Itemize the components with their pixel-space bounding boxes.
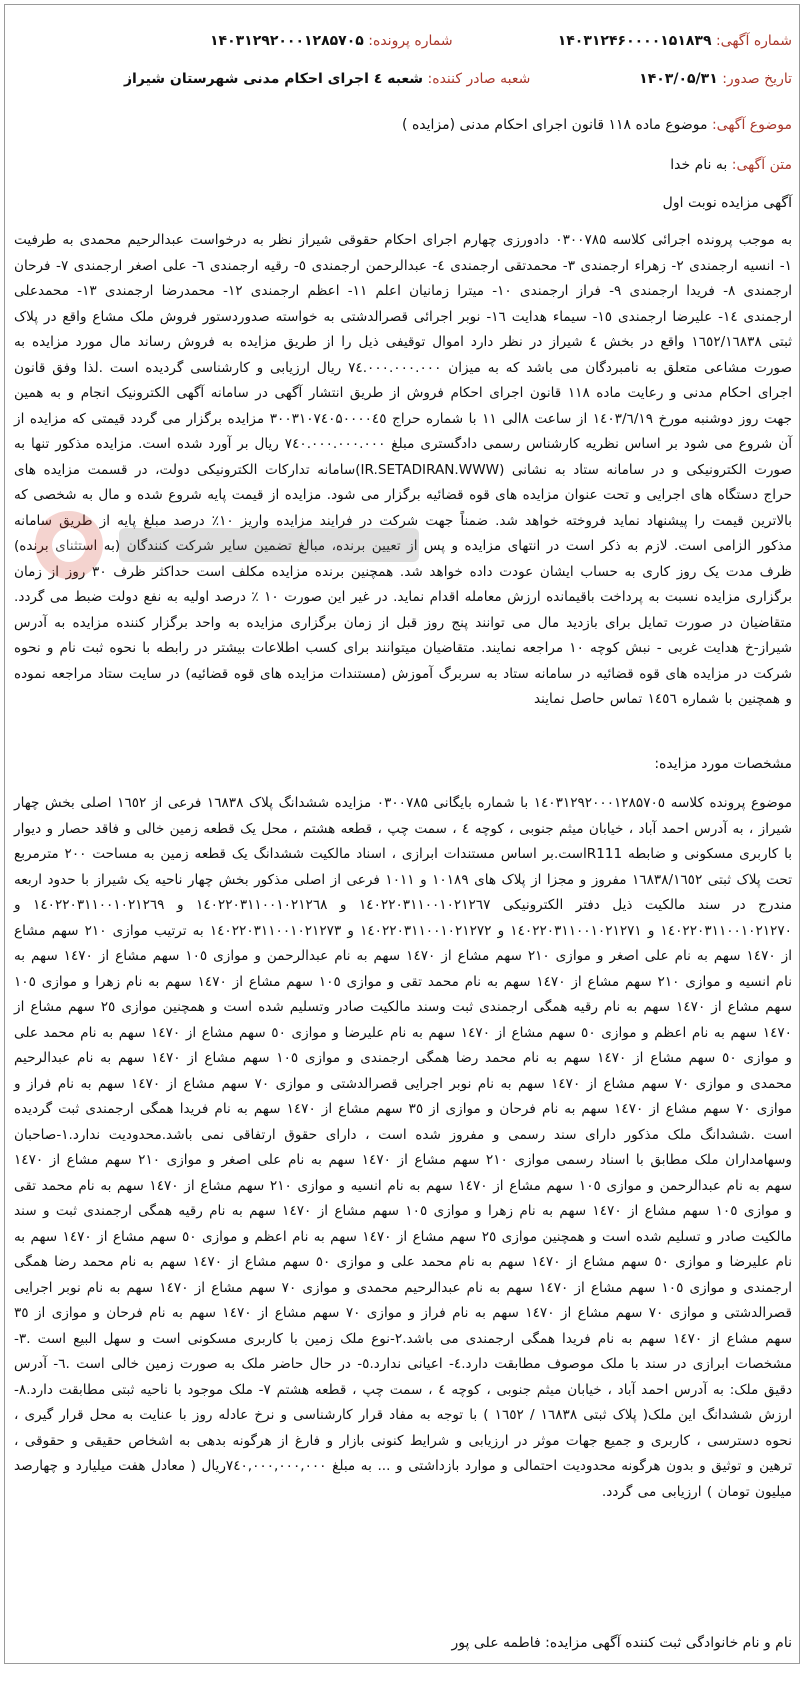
subject-label: موضوع آگهی:: [711, 117, 792, 133]
file-number-label: شماره پرونده:: [368, 33, 453, 49]
issuer: [124, 69, 530, 89]
issuer-value: شعبه ٤ اجرای احکام مدنی شهرستان شیراز: [124, 71, 424, 87]
issuer-label: شعبه صادر کننده:: [427, 71, 531, 87]
specs-label: مشخصات مورد مزایده:: [654, 756, 792, 772]
file-number-value: ۱۴۰۳۱۲۹۲۰۰۰۱۲۸۵۷۰۵: [210, 33, 364, 49]
issue-date: [639, 69, 792, 89]
subject-value: موضوع ماده ۱۱۸ قانون اجرای احکام مدنی (مزایده ): [402, 117, 708, 133]
registrar: [14, 1632, 792, 1654]
issue-date-value: ۱۴۰۳/۰۵/۳۱: [639, 71, 718, 87]
file-number: [210, 31, 453, 51]
specs-body: موضوع پرونده کلاسه ۱٤۰۳۱۲۹۲۰۰۰۱۲۸۵۷۰٥ با شماره بایگانی ۰۳۰۰۷۸۵ مزایده ششدانگ پلاک ۱٦۸۳۸ فرعی از ۱٦٥۲ اصلی بخش چهار شیراز ، به آدرس احمد آباد ، خیابان میثم جنوبی ، کوچه ٤ ، سمت چپ ، قطعه هشتم ، محل یک قطعه زمین خالی و فاقد حصار و دیوار با کاربری مسکونی و ضابطه R111است.بر اساس مستندات ابرازی ، اسناد مالکیت ششدانگ یک قطعه زمین به مساحت ۲۰۰ مترمربع تحت پلاک ثبتی ۱٦۸۳۸/۱٦٥۲ مفروز و مجزا از پلاک های ۱۰۱۸۹ و ۱۰۱۱ فرعی از اصلی مذکور بخش چهار ناحیه یک شیراز با حدود اربعه مندرج در سند مالکیت ذیل دفتر الکترونیکی ۱٤۰۲۲۰۳۱۱۰۰۱۰۲۱۲٦۷ و ۱٤۰۲۲۰۳۱۱۰۰۱۰۲۱۲٦۸ و ۱٤۰۲۲۰۳۱۱۰۰۱۰۲۱۲٦۹ و ۱٤۰۲۲۰۳۱۱۰۰۱۰۲۱۲۷۰ و ۱٤۰۲۲۰۳۱۱۰۰۱۰۲۱۲۷۱ و ۱٤۰۲۲۰۳۱۱۰۰۱۰۲۱۲۷۲ و ۱٤۰۲۲۰۳۱۱۰۰۱۰۲۱۲۷۳ به ترتیب موازی ۲۱۰ سهم مشاع از ۱٤۷۰ سهم به نام علی اصغر و موازی ۲۱۰ سهم مشاع از ۱٤۷۰ سهم به نام عبدالرحمن و موازی ۱۰٥ سهم مشاع از ۱٤۷۰ سهم به نام انسیه و موازی ۲۱۰ سهم مشاع از ۱٤۷۰ سهم به نام محمد تقی و موازی ۱۰٥ سهم مشاع از ۱٤۷۰ سهم به نام زهرا و موازی ۱۰٥ سهم مشاع از ۱٤۷۰ سهم به نام رقیه همگی ارجمندی ثبت وسند مالکیت صادر وتسلیم شده است و همچنین موازی ۲٥ سهم مشاع از ۱٤۷۰ سهم به نام اعظم و موازی ٥۰ سهم مشاع از ۱٤۷۰ سهم به نام علیرضا و موازی ٥۰ سهم مشاع از ۱٤۷۰ سهم به نام محمد علی و موازی ٥۰ سهم مشاع از ۱٤۷۰ سهم به نام محمد رضا همگی ارجمندی و موازی ۱۰٥ سهم مشاع از ۱٤۷۰ سهم به نام عبدالرحیم محمدی و موازی ۷۰ سهم مشاع از ۱٤۷۰ سهم به نام نوبر اجرایی قصرالدشتی و موازی ۷۰ سهم مشاع از ۱٤۷۰ سهم به نام فراز و موازی ۷۰ سهم مشاع از ۱٤۷۰ سهم به نام فرحان و موازی از ۳٥ سهم مشاع از ۱٤۷۰ سهم به نام فریدا همگی ارجمندی ثبت گردیده است .ششدانگ ملک مذکور دارای سند رسمی و مفروز شده است ، دارای حقوق ارتفاقی نمی باشد.محدودیت ندارد.۱-صاحبان وسهامداران ملک مطابق با اسناد رسمی موازی ۲۱۰ سهم مشاع از ۱٤۷۰ سهم به نام علی اصغر و موازی ۲۱۰ سهم مشاع از ۱٤۷۰ سهم به نام عبدالرحمن و موازی ۱۰٥ سهم مشاع از ۱٤۷۰ سهم به نام انسیه و موازی ۲۱۰ سهم مشاع از ۱٤۷۰ سهم به نام محمد تقی و موازی ۱۰٥ سهم مشاع از ۱٤۷۰ سهم به نام زهرا و موازی ۱۰٥ سهم مشاع از ۱٤۷۰ سهم به نام رقیه همگی ارجمندی ثبت و سند مالکیت صادر و تسلیم شده است و همچنین موازی ۲٥ سهم مشاع از ۱٤۷۰ سهم به نام اعظم و موازی ٥۰ سهم مشاع از ۱٤۷۰ سهم به نام علیرضا و موازی ٥۰ سهم مشاع از ۱٤۷۰ سهم به نام محمد علی و موازی ٥۰ سهم مشاع از ۱٤۷۰ سهم به نام محمد رضا همگی ارجمندی و موازی ۱۰٥ سهم مشاع از ۱٤۷۰ سهم به نام عبدالرحیم محمدی و موازی ۷۰ سهم مشاع از ۱٤۷۰ سهم به نام نوبر اجرایی قصرالدشتی و موازی ۷۰ سهم مشاع از ۱٤۷۰ سهم به نام فراز و موازی ۷۰ سهم مشاع از ۱٤۷۰ سهم به نام فرحان و موازی از ۳٥ سهم مشاع از ۱٤۷۰ سهم به نام فریدا همگی ارجمندی می باشد.۲-نوع ملک زمین با کاربری مسکونی است و سهل البیع است .۳- مشخصات ابرازی در سند با ملک موصوف مطابقت دارد.٤- اعیانی ندارد.٥- در حال حاضر ملک به صورت زمین خالی است .٦- آدرس دقیق ملک: به آدرس احمد آباد ، خیابان میثم جنوبی ، کوچه ٤ ، سمت چپ ، قطعه هشتم ۷- ملک موجود با ناحیه ثبتی مطابقت دارد.۸- ارزش ششدانگ این ملک( پلاک ثبتی ۱٦۸۳۸ / ۱٦٥۲ ) با توجه به مفاد قرار کارشناسی و نرخ عادله روز با عنایت به محل قرار گیری ، نحوه دسترسی ، کاربری و جمیع جهات موثر در ارزیابی و شرایط کنونی بازار و فارغ از هرگونه بدهی به اشخاص حقیقی و حقوقی ، ترهین و توثیق و بدون هرگونه محدودیت احتمالی و موارد بازداشتی و ... به مبلغ ۷٤۰,۰۰۰,۰۰۰,۰۰۰ریال ( معادل هفت میلیارد و چهارصد میلیون تومان ) ارزیابی می گردد.: [14, 795, 793, 1500]
ad-number-value: ۱۴۰۳۱۲۴۶۰۰۰۰۱۵۱۸۳۹: [557, 33, 712, 49]
ad-body: به موجب پرونده اجرائی کلاسه ۰۳۰۰۷۸۵ دادورزی چهارم اجرای احکام حقوقی شیراز نظر به درخواست عبدالرحیم محمدی به طرفیت ۱- انسیه ارجمندی ۲- زهراء ارجمندی ۳- محمدتقی ارجمندی ٤- عبدالرحمن ارجمندی ٥- رقیه ارجمندی ٦- علی اصغر ارجمندی ۷- فرحان ارجمندی ۸- فریدا ارجمندی ۹- فراز ارجمندی ۱۰- میترا زمانیان اعلم ۱۱- اعظم ارجمندی ۱۲- محمدرضا ارجمندی ۱۳- محمدعلی ارجمندی ۱٤- علیرضا ارجمندی ۱٥- سیماء هدایت ۱٦- نوبر اجرائی قصرالدشتی به خواسته صدوردستور فروش ملک مشاع واقع در پلاک ثبتی ۱٦٥۲/۱٦۸۳۸ واقع در بخش ٤ شیراز در نظر دارد اموال توقیفی ذیل را از طریق مزایده به فروش رساند مال مورد مزایده به صورت مشاعی متعلق به نامبردگان می باشد که به میزان ۷٤.۰۰۰.۰۰۰.۰۰۰ ریال ارزیابی و کارشناسی گردیده است .لذا وفق قانون اجرای احکام مدنی و رعایت ماده ۱۱۸ قانون اجرای احکام فروش از طریق انتشار آگهی در سامانه آگهی الکترونیک انجام و به همین جهت روز دوشنبه مورخ ۱٤۰۳/٦/۱۹ از ساعت ۸الی ۱۱ با شماره حراج ۳۰۰۳۱۰۷٤۰۵۰۰۰۰٤٥ مزایده برگزار می گردد قیمتی که مزایده از آن شروع می شود بر اساس نظریه کارشناس رسمی دادگستری مبلغ ۷٤۰.۰۰۰.۰۰۰.۰۰۰ ریال بر آورد شده است. مزایده مذکور تنها به صورت الکترونیکی و در سامانه ستاد به نشانی (IR.SETADIRAN.WWW)سامانه تدارکات الکترونیکی دولت، در قسمت مزایده های حراج دستگاه های اجرایی و تحت عنوان مزایده های قوه قضائیه برگزار می شود. مزایده از قیمت پایه شروع شده و مال به شخصی که بالاترین قیمت را پیشنهاد نماید فروخته خواهد شد. ضمناً جهت شرکت در فرایند مزایده واریز ۱۰٪ درصد مبلغ پایه از طریق سامانه مذکور الزامی است. لازم به ذکر است در انتهای مزایده و پس از تعیین برنده، مبالغ تضمین سایر شرکت کنندگان (به استثنای برنده) ظرف مدت یک روز کاری به حساب ایشان عودت داده خواهد شد. همچنین برنده مزایده مکلف است حداکثر ظرف ۳۰ روز از زمان برگزاری مزایده نسبت به پرداخت باقیمانده ارزش معامله اقدام نماید. در غیر این صورت ۱۰ ٪ درصد اولیه به نفع دولت ضبط می گردد. متقاضیان در صورت تمایل برای بازدید مال می توانند پنج روز قبل از زمان برگزاری مزایده به واحد برگزار کننده مزایده به آدرس شیراز-خ هدایت غربی - نبش کوچه ۱۰ مراجعه نمایند. متقاضیان میتوانند برای کسب اطلاعات بیشتر در رابطه با نحوه ثبت نام و نحوه شرکت در مزایده های قوه قضائیه در سامانه ستاد به سربرگ آموزش (مستندات مزایده های قوه قضائیه) در سایت ستاد مراجعه نموده و همچنین با شماره ۱٤٥٦ تماس حاصل نمایند: [14, 232, 793, 707]
issue-date-label: تاریخ صدور:: [722, 71, 792, 87]
registrar-label: نام و نام خانوادگی ثبت کننده آگهی مزایده:: [545, 1635, 792, 1651]
ad-number-label: شماره آگهی:: [715, 33, 792, 49]
ad-text-label: متن آگهی:: [731, 157, 792, 173]
ad-text-header: [14, 154, 792, 176]
ad-heading: آگهی مزایده نوبت اول: [662, 195, 792, 211]
subject: [14, 114, 792, 136]
registrar-value: فاطمه علی پور: [451, 1635, 541, 1651]
ad-text-opening: به نام خدا: [670, 157, 728, 173]
ad-number: [558, 31, 792, 51]
